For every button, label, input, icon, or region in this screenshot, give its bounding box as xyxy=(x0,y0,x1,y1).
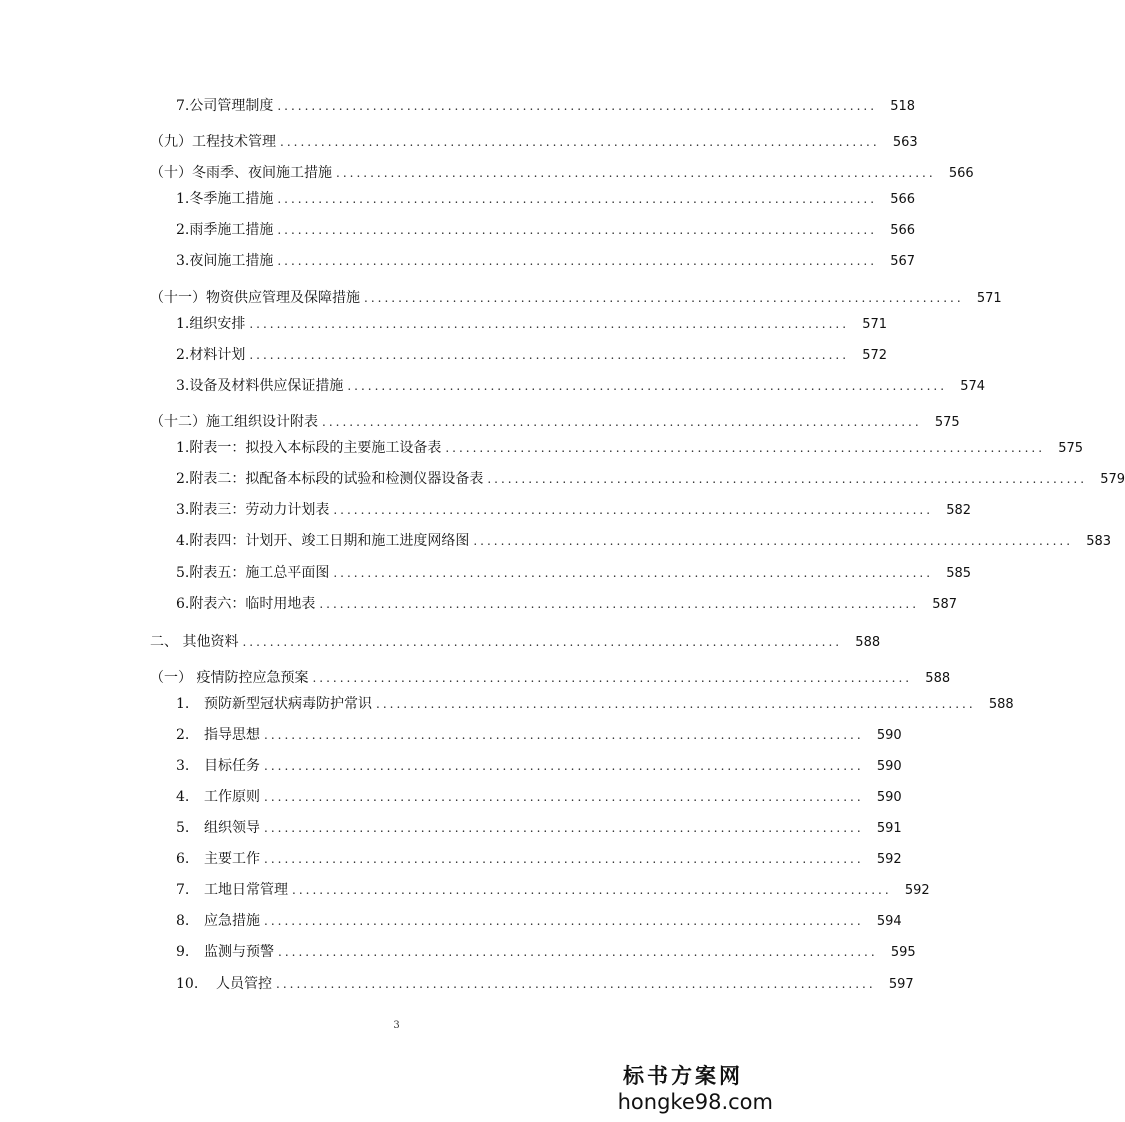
toc-entry-number: 4. xyxy=(176,789,190,805)
leader-dots: ........................................................................................ xyxy=(277,192,878,206)
toc-entry[interactable] xyxy=(176,221,916,240)
toc-entry-label: 7.公司管理制度 xyxy=(176,98,274,114)
toc-entry-page: 563 xyxy=(892,135,918,150)
toc-entry[interactable] xyxy=(176,788,902,807)
toc-entry-label: 1. 预防新型冠状病毒防护常识 xyxy=(176,696,372,712)
leader-dots: ........................................................................................ xyxy=(277,223,878,237)
leader-dots: ........................................................................................ xyxy=(473,534,1074,548)
toc-entry-label: 9. 监测与预警 xyxy=(176,944,274,960)
toc-entry-number: 2. xyxy=(176,727,190,743)
toc-entry-number: 8. xyxy=(176,913,190,929)
toc-entry[interactable] xyxy=(176,975,914,994)
toc-entry-page: 583 xyxy=(1086,534,1112,549)
watermark-en: hongke98.com xyxy=(617,1090,773,1114)
toc-entry-label: 6.附表六：临时用地表 xyxy=(176,596,316,612)
leader-dots: ........................................................................................ xyxy=(264,759,864,773)
toc-entry-label: （十）冬雨季、夜间施工措施 xyxy=(150,165,332,181)
toc-entry[interactable] xyxy=(176,595,958,614)
toc-entry-number: 9. xyxy=(176,944,190,960)
leader-dots: ........................................................................................ xyxy=(333,503,934,517)
toc-entry-page: 574 xyxy=(960,379,986,394)
leader-dots: ........................................................................................ xyxy=(264,914,864,928)
toc-entry-number: 5. xyxy=(176,820,190,836)
toc-entry-label: 5.附表五：施工总平面图 xyxy=(176,565,330,581)
toc-entry-page: 588 xyxy=(988,697,1014,712)
toc-entry[interactable] xyxy=(150,413,960,432)
toc-entry-label: 3. 目标任务 xyxy=(176,758,260,774)
leader-dots: ........................................................................................ xyxy=(264,728,864,742)
leader-dots: ........................................................................................ xyxy=(277,254,878,268)
toc-entry-page: 591 xyxy=(876,821,902,836)
toc-entry-page: 590 xyxy=(876,728,902,743)
toc-entry-label: 1.组织安排 xyxy=(176,316,246,332)
toc-entry[interactable] xyxy=(176,97,916,116)
toc-entry-page: 566 xyxy=(948,166,974,181)
toc-entry-page: 587 xyxy=(932,597,958,612)
toc-entry-label: 4. 工作原则 xyxy=(176,789,260,805)
toc-entry-page: 572 xyxy=(862,348,888,363)
leader-dots: ........................................................................................ xyxy=(277,99,878,113)
toc-entry[interactable] xyxy=(176,564,972,583)
toc-entry-page: 588 xyxy=(925,671,951,686)
toc-entry-page: 592 xyxy=(904,883,930,898)
toc-entry-label: 3.附表三：劳动力计划表 xyxy=(176,502,330,518)
toc-entry-number: 1. xyxy=(176,696,190,712)
toc-entry-label: 3.夜间施工措施 xyxy=(176,253,274,269)
toc-entry[interactable] xyxy=(176,252,916,271)
toc-entry-page: 567 xyxy=(890,254,916,269)
toc-entry[interactable] xyxy=(176,943,916,962)
toc-entry[interactable] xyxy=(176,850,902,869)
toc-entry[interactable] xyxy=(150,669,951,688)
leader-dots: ........................................................................................ xyxy=(249,317,850,331)
toc-entry-number: 6. xyxy=(176,851,190,867)
toc-entry[interactable] xyxy=(176,439,1084,458)
toc-entry-label: 7. 工地日常管理 xyxy=(176,882,288,898)
toc-entry-page: 579 xyxy=(1100,472,1125,487)
leader-dots: ........................................................................................ xyxy=(264,821,864,835)
toc-entry-number: 3. xyxy=(176,758,190,774)
toc-entry-page: 582 xyxy=(946,503,972,518)
toc-entry[interactable] xyxy=(176,190,916,209)
toc-entry-label: 5. 组织领导 xyxy=(176,820,260,836)
leader-dots: ........................................................................................ xyxy=(312,671,913,685)
leader-dots: ........................................................................................ xyxy=(292,883,892,897)
toc-entry[interactable] xyxy=(176,881,930,900)
toc-entry[interactable] xyxy=(176,757,902,776)
toc-entry-page: 575 xyxy=(1058,441,1084,456)
toc-entry-number: 7. xyxy=(176,882,190,898)
leader-dots: ........................................................................................ xyxy=(336,166,936,180)
toc-entry[interactable] xyxy=(176,695,1014,714)
toc-entry[interactable] xyxy=(176,726,902,745)
toc-entry[interactable] xyxy=(176,532,1112,551)
toc-entry-label: 10. 人员管控 xyxy=(176,976,272,992)
toc-entry-label: （九）工程技术管理 xyxy=(150,134,276,150)
toc-entry[interactable] xyxy=(176,819,902,838)
leader-dots: ........................................................................................ xyxy=(280,135,880,149)
toc-entry-label: 二、 其他资料 xyxy=(150,634,239,650)
toc-entry-page: 590 xyxy=(876,790,902,805)
toc-entry-page: 571 xyxy=(862,317,888,332)
toc-entry[interactable] xyxy=(176,346,888,365)
leader-dots: ........................................................................................ xyxy=(347,379,948,393)
toc-entry[interactable] xyxy=(176,501,972,520)
toc-entry-page: 566 xyxy=(890,223,916,238)
leader-dots: ........................................................................................ xyxy=(333,566,934,580)
leader-dots: ........................................................................................ xyxy=(322,415,922,429)
leader-dots: ........................................................................................ xyxy=(278,945,878,959)
toc-entry[interactable] xyxy=(150,633,881,652)
toc-entry-page: 566 xyxy=(890,192,916,207)
toc-entry-label: 6. 主要工作 xyxy=(176,851,260,867)
leader-dots: ........................................................................................ xyxy=(242,635,843,649)
leader-dots: ........................................................................................ xyxy=(264,790,864,804)
toc-entry[interactable] xyxy=(150,289,1002,308)
toc-entry[interactable] xyxy=(150,133,918,152)
toc-entry-page: 590 xyxy=(876,759,902,774)
leader-dots: ........................................................................................ xyxy=(276,977,876,991)
toc-entry-label: 3.设备及材料供应保证措施 xyxy=(176,378,344,394)
toc-entry-page: 597 xyxy=(888,977,914,992)
page-number: 3 xyxy=(393,1020,400,1031)
toc-entry-label: （一） 疫情防控应急预案 xyxy=(150,670,309,686)
leader-dots: ........................................................................................ xyxy=(249,348,850,362)
toc-entry-label: 4.附表四：计划开、竣工日期和施工进度网络图 xyxy=(176,533,470,549)
leader-dots: ........................................................................................ xyxy=(445,441,1046,455)
toc-entry-page: 592 xyxy=(876,852,902,867)
leader-dots: ........................................................................................ xyxy=(264,852,864,866)
toc-entry-label: 1.冬季施工措施 xyxy=(176,191,274,207)
toc-entry-number: 10. xyxy=(176,976,199,992)
leader-dots: ........................................................................................ xyxy=(487,472,1088,486)
toc-entry-page: 575 xyxy=(934,415,960,430)
leader-dots: ........................................................................................ xyxy=(376,697,976,711)
toc-entry-label: （十二）施工组织设计附表 xyxy=(150,414,318,430)
toc-entry[interactable] xyxy=(176,470,1125,489)
toc-entry-label: （十一）物资供应管理及保障措施 xyxy=(150,290,360,306)
toc-entry-page: 588 xyxy=(855,635,881,650)
toc-entry-label: 1.附表一：拟投入本标段的主要施工设备表 xyxy=(176,440,442,456)
toc-entry-label: 8. 应急措施 xyxy=(176,913,260,929)
toc-entry[interactable] xyxy=(176,377,986,396)
toc-entry-label: 2.材料计划 xyxy=(176,347,246,363)
toc-entry-page: 518 xyxy=(890,99,916,114)
toc-entry-page: 594 xyxy=(876,914,902,929)
toc-entry-label: 2.雨季施工措施 xyxy=(176,222,274,238)
toc-entry[interactable] xyxy=(150,164,974,183)
toc-entry[interactable] xyxy=(176,315,888,334)
toc-entry-label: 2.附表二：拟配备本标段的试验和检测仪器设备表 xyxy=(176,471,484,487)
toc-entry-page: 571 xyxy=(976,291,1002,306)
toc-entry-label: 2. 指导思想 xyxy=(176,727,260,743)
toc-entry[interactable] xyxy=(176,912,902,931)
watermark-logo xyxy=(618,1060,773,1114)
leader-dots: ........................................................................................ xyxy=(364,291,964,305)
watermark-cn: 标书方案网 xyxy=(623,1064,743,1088)
toc-entry-page: 585 xyxy=(946,566,972,581)
toc-entry-page: 595 xyxy=(890,945,916,960)
leader-dots: ........................................................................................ xyxy=(319,597,920,611)
